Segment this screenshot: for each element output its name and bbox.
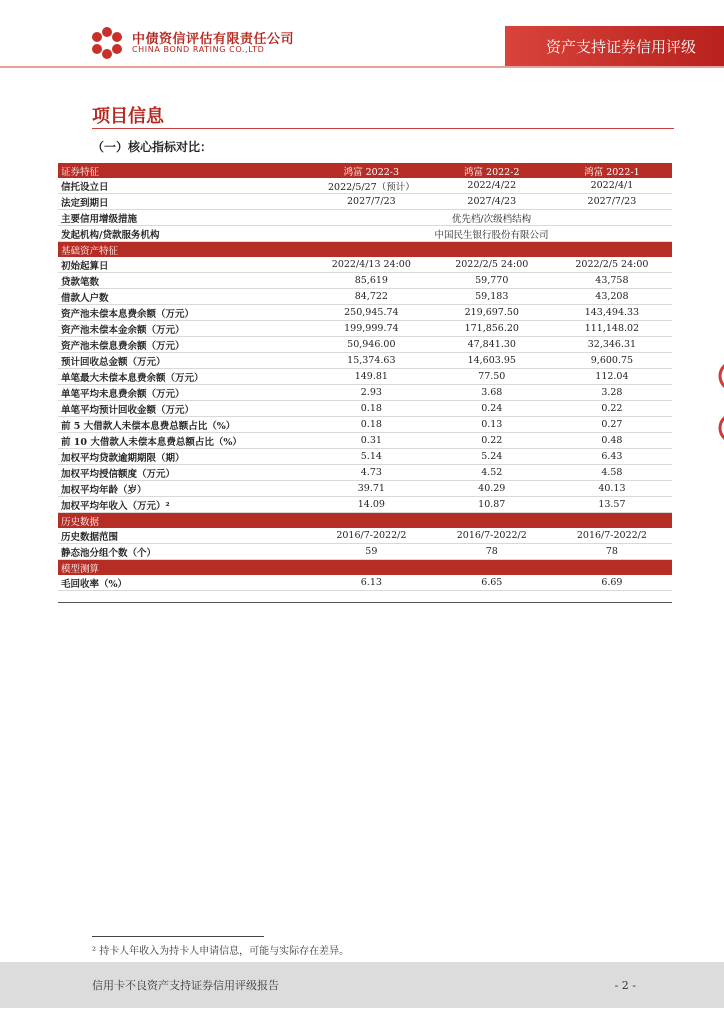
row-value: 47,841.30 [432,337,552,353]
row-value: 2016/7-2022/2 [552,528,672,544]
title-divider [92,128,674,129]
row-label: 发起机构/贷款服务机构 [58,226,311,242]
section-title: 项目信息 [92,106,164,127]
row-value: 14.09 [311,497,432,513]
row-value: 6.65 [432,575,552,591]
page-number: - 2 - [614,979,636,992]
row-value: 6.13 [311,575,432,591]
row-label: 加权平均年收入（万元）² [58,497,311,513]
column-header: 鸿富 2022-1 [552,163,672,178]
table-row [58,528,672,544]
row-value: 5.14 [311,449,432,465]
section-subtitle: （一）核心指标对比： [92,140,213,154]
company-logo-icon [90,26,124,60]
row-label: 贷款笔数 [58,273,311,289]
table-row [58,289,672,305]
table-row [58,210,672,226]
row-value: 219,697.50 [432,305,552,321]
table-row [58,257,672,273]
row-value: 59 [311,544,432,560]
row-value: 0.18 [311,417,432,433]
column-header [311,513,432,529]
row-value: 2.93 [311,385,432,401]
row-value: 78 [552,544,672,560]
table-bottom-rule [58,602,672,603]
row-value: 77.50 [432,369,552,385]
page-footer [0,962,724,1008]
table-row [58,273,672,289]
row-value: 2022/4/1 [552,178,672,194]
row-value: 0.27 [552,417,672,433]
row-value: 50,946.00 [311,337,432,353]
core-indicator-table [58,163,672,591]
column-header [311,560,432,576]
company-name-cn: 中债资信评估有限责任公司 [132,32,295,47]
row-label: 单笔最大未偿本息费余额（万元） [58,369,311,385]
table-row [58,575,672,591]
row-value: 59,770 [432,273,552,289]
row-value: 0.24 [432,401,552,417]
table-row [58,369,672,385]
row-value: 3.68 [432,385,552,401]
row-value: 4.52 [432,465,552,481]
seal-stamp-icon [712,352,724,452]
company-name-en: CHINA BOND RATING CO.,LTD [132,45,265,54]
row-value: 2022/4/13 24:00 [311,257,432,273]
row-value: 14,603.95 [432,353,552,369]
row-value: 40.29 [432,481,552,497]
row-value: 0.18 [311,401,432,417]
row-label: 信托设立日 [58,178,311,194]
table-row [58,497,672,513]
table-row [58,305,672,321]
page-header [0,0,724,68]
row-label: 加权平均贷款逾期期限（期） [58,449,311,465]
table-section-header [58,513,672,529]
row-value: 0.22 [432,433,552,449]
row-label: 历史数据范围 [58,528,311,544]
row-value: 13.57 [552,497,672,513]
table-row [58,178,672,194]
row-label: 毛回收率（%） [58,575,311,591]
column-header: 鸿富 2022-3 [311,163,432,178]
row-value: 2016/7-2022/2 [311,528,432,544]
table-row [58,226,672,242]
table-row [58,417,672,433]
row-value: 43,758 [552,273,672,289]
header-divider [0,66,724,68]
footnote: ² 持卡人年收入为持卡人申请信息，可能与实际存在差异。 [92,946,350,957]
row-value: 4.58 [552,465,672,481]
row-value: 15,374.63 [311,353,432,369]
row-value: 39.71 [311,481,432,497]
row-value: 0.13 [432,417,552,433]
section-label: 证券特征 [58,163,311,178]
row-value: 2027/7/23 [552,194,672,210]
header-banner [505,26,724,68]
table-section-header [58,560,672,576]
table-row [58,385,672,401]
column-header [432,560,552,576]
row-value: 85,619 [311,273,432,289]
row-value: 2016/7-2022/2 [432,528,552,544]
column-header [432,513,552,529]
row-label: 静态池分组个数（个） [58,544,311,560]
row-value: 2027/7/23 [311,194,432,210]
row-label: 前 10 大借款人未偿本息费总额占比（%） [58,433,311,449]
row-value: 199,999.74 [311,321,432,337]
table-row [58,353,672,369]
row-value: 2022/4/22 [432,178,552,194]
row-label: 主要信用增级措施 [58,210,311,226]
table-section-header [58,163,672,178]
row-value: 0.48 [552,433,672,449]
row-label: 前 5 大借款人未偿本息费总额占比（%） [58,417,311,433]
table-row [58,433,672,449]
row-value: 6.69 [552,575,672,591]
row-value: 2022/2/5 24:00 [552,257,672,273]
row-value: 0.31 [311,433,432,449]
column-header [552,242,672,258]
row-label: 资产池未偿本息费余额（万元） [58,305,311,321]
row-label: 单笔平均预计回收金额（万元） [58,401,311,417]
table-row [58,465,672,481]
section-label: 基础资产特征 [58,242,311,258]
row-label: 初始起算日 [58,257,311,273]
column-header: 鸿富 2022-2 [432,163,552,178]
table-section-header [58,242,672,258]
column-header [552,560,672,576]
table-row [58,337,672,353]
row-label: 加权平均授信额度（万元） [58,465,311,481]
table-row [58,401,672,417]
row-label: 单笔平均未息费余额（万元） [58,385,311,401]
table-row [58,194,672,210]
row-value: 6.43 [552,449,672,465]
table-row [58,449,672,465]
row-label: 资产池未偿息费余额（万元） [58,337,311,353]
row-value: 0.22 [552,401,672,417]
table-row [58,481,672,497]
section-label: 历史数据 [58,513,311,529]
row-label: 资产池未偿本金余额（万元） [58,321,311,337]
row-label: 预计回收总金额（万元） [58,353,311,369]
table-row [58,321,672,337]
row-value: 250,945.74 [311,305,432,321]
row-value: 2027/4/23 [432,194,552,210]
row-value: 9,600.75 [552,353,672,369]
row-value: 5.24 [432,449,552,465]
row-value: 32,346.31 [552,337,672,353]
row-value: 40.13 [552,481,672,497]
row-label: 借款人户数 [58,289,311,305]
section-label: 模型测算 [58,560,311,576]
row-value: 59,183 [432,289,552,305]
row-value: 143,494.33 [552,305,672,321]
row-value: 149.81 [311,369,432,385]
row-value: 2022/5/27（预计） [311,178,432,194]
row-value: 84,722 [311,289,432,305]
footnote-divider [92,936,264,937]
row-value: 4.73 [311,465,432,481]
row-value: 111,148.02 [552,321,672,337]
row-label: 加权平均年龄（岁） [58,481,311,497]
row-value: 3.28 [552,385,672,401]
row-value: 78 [432,544,552,560]
row-value: 171,856.20 [432,321,552,337]
row-value: 43,208 [552,289,672,305]
footer-title: 信用卡不良资产支持证券信用评级报告 [92,979,279,992]
column-header [552,513,672,529]
row-value: 2022/2/5 24:00 [432,257,552,273]
row-value: 优先档/次级档结构 [311,210,672,226]
row-label: 法定到期日 [58,194,311,210]
table-row [58,544,672,560]
column-header [311,242,432,258]
row-value: 中国民生银行股份有限公司 [311,226,672,242]
banner-title: 资产支持证券信用评级 [545,38,696,56]
row-value: 112.04 [552,369,672,385]
row-value: 10.87 [432,497,552,513]
column-header [432,242,552,258]
